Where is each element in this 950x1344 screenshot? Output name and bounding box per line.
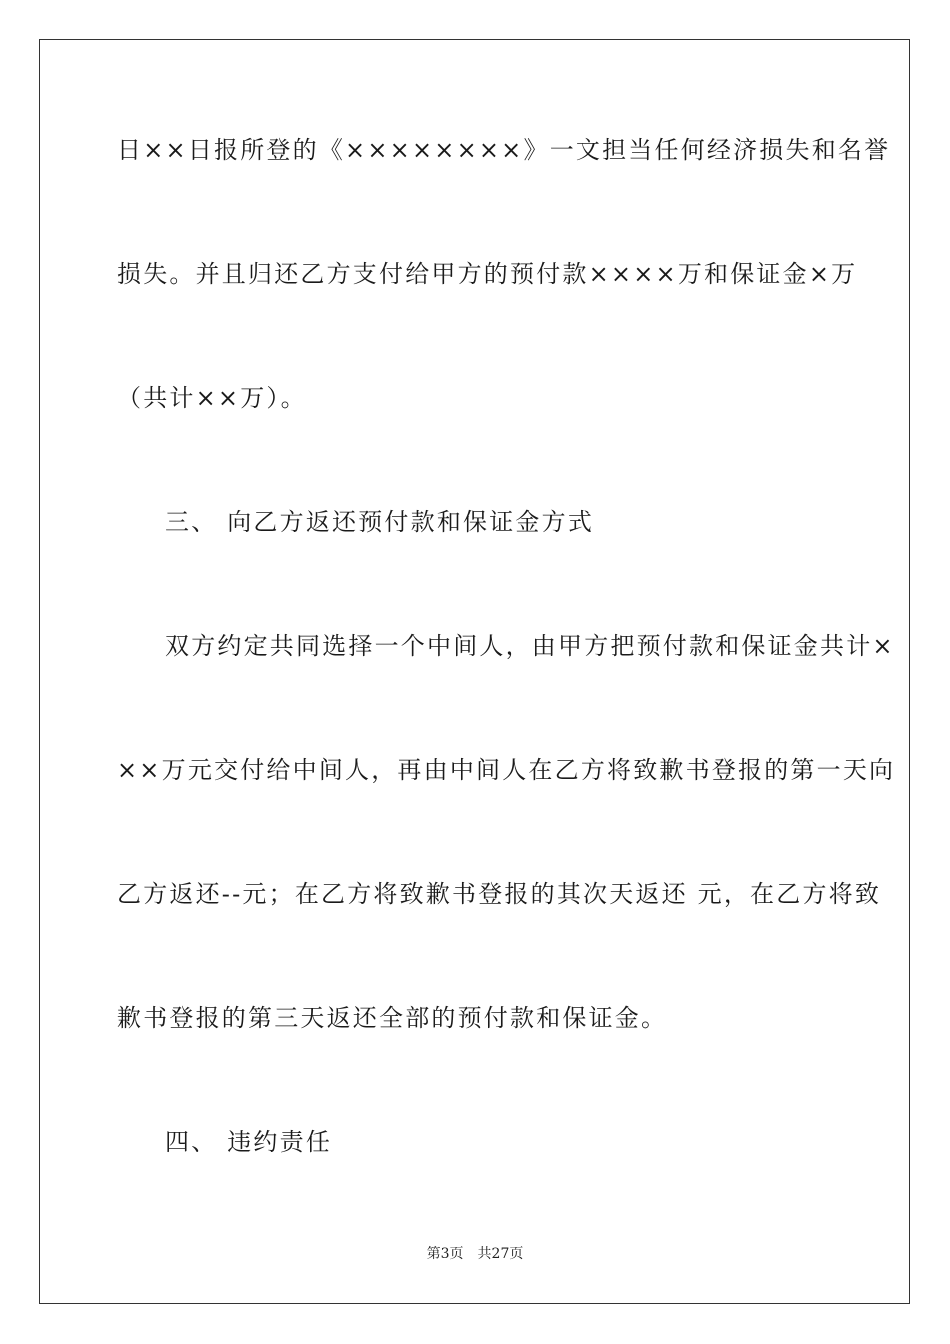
body-text-line-2: 损失。并且归还乙方支付给甲方的预付款××××万和保证金×万 xyxy=(117,260,858,288)
total-pages: 共27页 xyxy=(477,1246,524,1262)
section-heading-3: 三、 向乙方返还预付款和保证金方式 xyxy=(165,508,595,536)
body-text-line-6: ××万元交付给中间人，再由中间人在乙方将致歉书登报的第一天向 xyxy=(117,756,896,784)
page-border xyxy=(39,39,910,1304)
body-text-line-3: （共计××万）。 xyxy=(117,384,307,412)
body-text-line-5: 双方约定共同选择一个中间人，由甲方把预付款和保证金共计× xyxy=(165,632,895,660)
page-number: 第3页 xyxy=(426,1246,464,1262)
page-footer xyxy=(0,1245,950,1263)
body-text-line-8: 歉书登报的第三天返还全部的预付款和保证金。 xyxy=(117,1004,668,1032)
body-text-line-1: 日××日报所登的《××××××××》一文担当任何经济损失和名誉 xyxy=(117,136,891,164)
body-text-line-7: 乙方返还--元；在乙方将致歉书登报的其次天返还 元，在乙方将致 xyxy=(117,880,882,908)
section-heading-4: 四、 违约责任 xyxy=(165,1128,333,1156)
